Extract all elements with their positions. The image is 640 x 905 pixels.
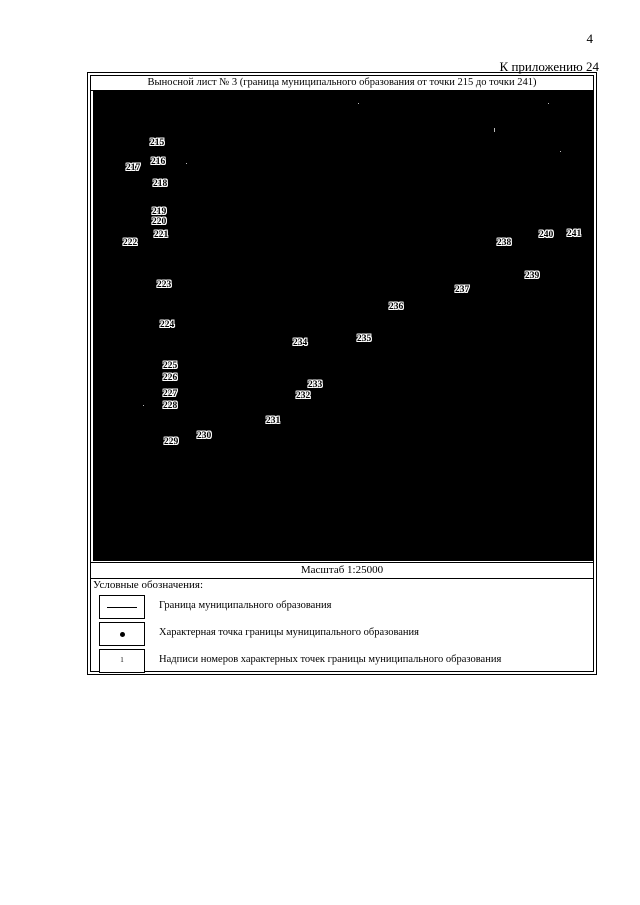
map-point-label-218: 218	[153, 179, 168, 189]
legend-item-boundary	[99, 595, 579, 619]
map-point-label-229: 229	[164, 437, 179, 447]
legend-label: Надписи номеров характерных точек границы муниципального образования	[159, 654, 502, 665]
map-point-label-238: 238	[497, 238, 512, 248]
map-point-label-227: 227	[163, 389, 178, 399]
legend-item-point	[99, 622, 579, 646]
map-point-label-219: 219	[152, 207, 167, 217]
scale-label: Масштаб 1:25000	[91, 562, 593, 579]
map-point-label-237: 237	[455, 285, 470, 295]
map-point-label-216: 216	[151, 157, 166, 167]
page-number: 4	[586, 31, 593, 46]
legend-item-number	[99, 649, 579, 673]
appendix-label: К приложению 24	[499, 59, 599, 74]
legend-label: Характерная точка границы муниципального образования	[159, 627, 419, 638]
map-speck	[358, 103, 359, 104]
line-icon	[107, 607, 137, 608]
map-sheet-frame	[87, 72, 597, 675]
legend-symbol-box	[99, 649, 145, 673]
map-point-label-239: 239	[525, 271, 540, 281]
map-speck	[548, 103, 549, 104]
sheet-title: Выносной лист № 3 (граница муниципального образования от точки 215 до точки 241)	[91, 76, 593, 91]
legend-symbol-box	[99, 595, 145, 619]
map-point-label-215: 215	[150, 138, 165, 148]
map-speck	[143, 405, 144, 406]
map-point-label-222: 222	[123, 238, 138, 248]
legend-title: Условные обозначения:	[93, 579, 204, 591]
map-point-label-223: 223	[157, 280, 172, 290]
map-speck	[186, 163, 187, 164]
map-point-label-220: 220	[152, 217, 167, 227]
map-point-label-224: 224	[160, 320, 175, 330]
map-speck	[560, 151, 561, 152]
map-point-label-231: 231	[266, 416, 281, 426]
dot-icon	[120, 632, 125, 637]
map-point-label-217: 217	[126, 163, 141, 173]
map-point-label-226: 226	[163, 373, 178, 383]
map-point-label-233: 233	[308, 380, 323, 390]
map-speck	[494, 128, 495, 132]
map-point-label-236: 236	[389, 302, 404, 312]
number-label-icon: 1	[120, 656, 124, 664]
map-point-label-225: 225	[163, 361, 178, 371]
map-point-label-230: 230	[197, 431, 212, 441]
legend-symbol-box	[99, 622, 145, 646]
map-point-label-240: 240	[539, 230, 554, 240]
map-area[interactable]	[93, 91, 593, 561]
map-point-label-235: 235	[357, 334, 372, 344]
map-point-label-221: 221	[154, 230, 169, 240]
map-point-label-241: 241	[567, 229, 582, 239]
map-sheet-inner-frame	[90, 75, 594, 672]
map-point-label-228: 228	[163, 401, 178, 411]
legend-label: Граница муниципального образования	[159, 600, 332, 611]
map-point-label-234: 234	[293, 338, 308, 348]
map-point-label-232: 232	[296, 391, 311, 401]
